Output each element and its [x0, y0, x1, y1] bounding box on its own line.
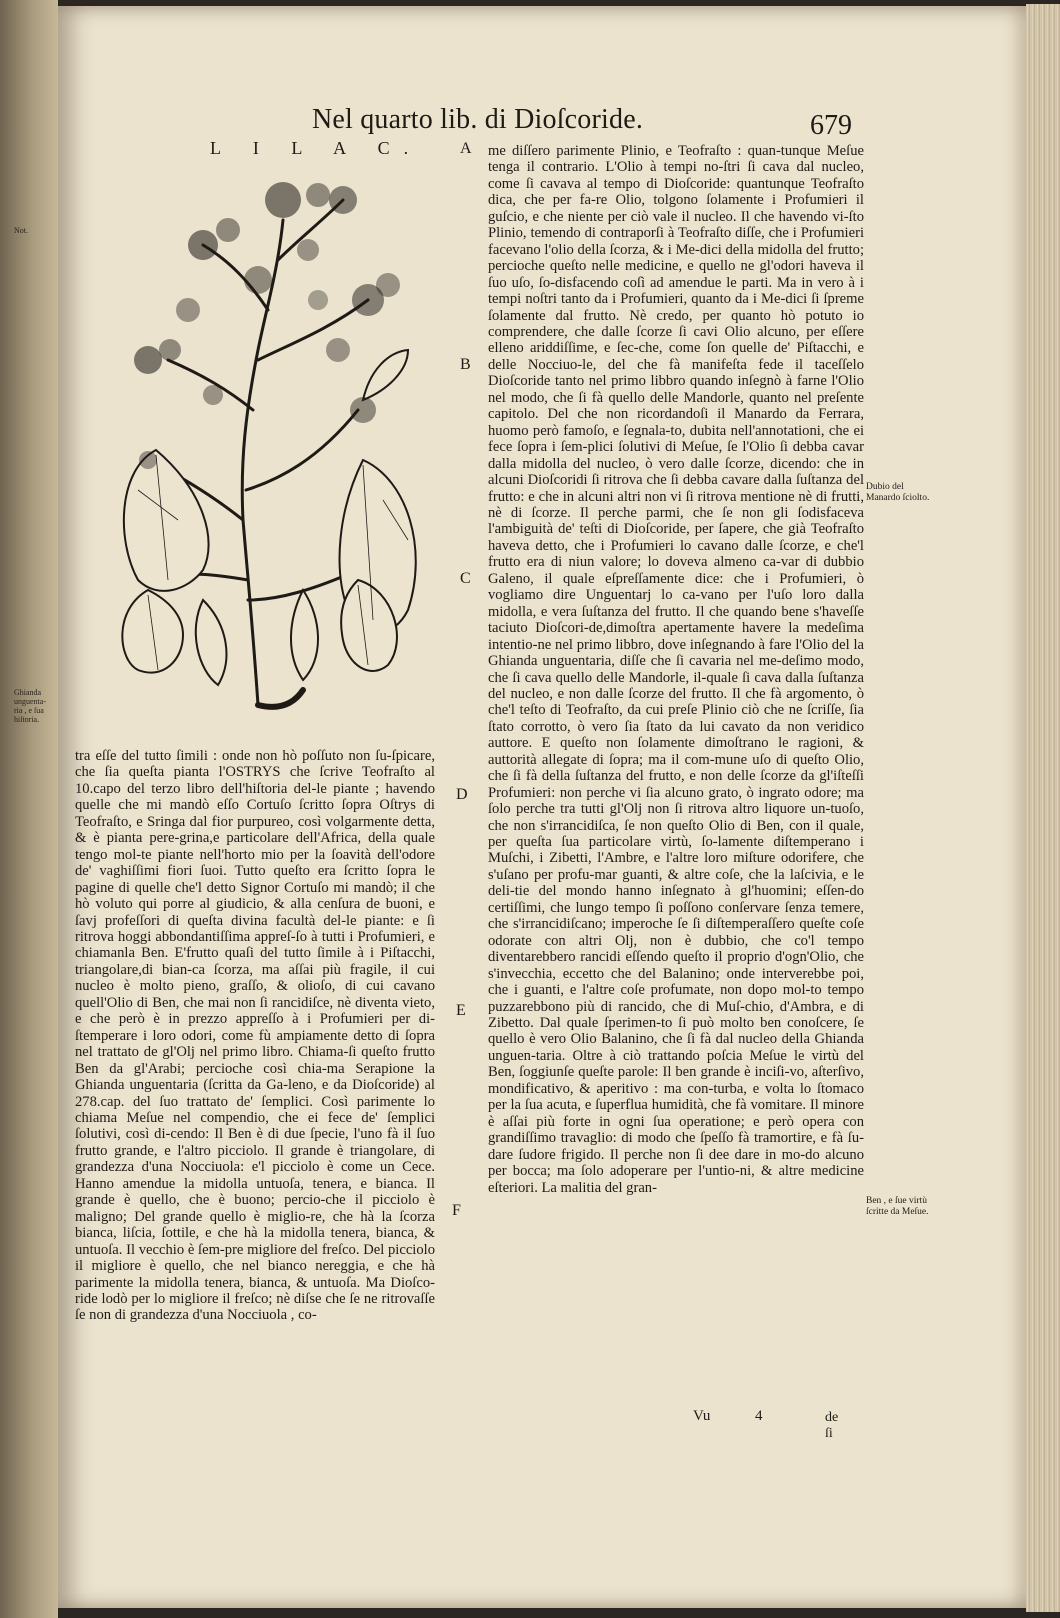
margin-note-mesue: Ben , e ſue virtù ſcritte da Meſue. [866, 1196, 929, 1217]
section-letter-c: C [460, 570, 471, 587]
page-stack-edge [1026, 4, 1060, 1612]
left-margin-fragment-ghianda: Ghianda unguenta-ria , e ſua hiſtoria. [14, 688, 46, 724]
signature-mark: Vu [693, 1408, 711, 1424]
signature-number: 4 [755, 1408, 763, 1424]
lilac-woodcut-illustration [108, 160, 438, 732]
section-letter-b: B [460, 356, 471, 373]
left-column-paragraph: tra eſſe del tutto ſimili : onde non hò poſſuto non ſu-ſpicare, che ſia queſta pianta l'OSTRYS che ſcrive Teofraſto al 10.capo del terzo libro dell'hiſtoria del-le piante ; havendo quelle che mi mandò eſſo Cortuſo ſcritto ſopra Oſtrys di Teofraſto, e Sringa dal fior purpureo, così volgarmente detta, & è pianta pere-grina,e particolare dell'Africa, della quale tengo mol-te piante nell'horto mio per la ſoavità dell'odore de' vaghiſſimi fiori ſuoi. Tutto queſto era ſcritto ſopra le pagine di quelle che'l detto Signor Cortuſo mi mandò; il che hò voluto qui porre al giudicio, & alla cenſura de buoni, e ſavj profeſſori di queſta divina facultà del-le piante: e ſi ritrova hoggi abbondantiſſima appreſ-ſo à tutti i Profumieri, e chiamanla Ben. E'frutto quaſi del tutto ſimile à i Piſtacchi, triangolare,di bian-ca ſcorza, ma aſſai più fragile, il cui nucleo è molto pieno, graſſo, & olioſo, di cui cavano quell'Olio di Ben, che mai non ſi rancidiſce, nè diventa vieto, e che però è in prezzo appreſſo à i Profumieri per di-ſtemperare i loro odori, come fù ampiamente detto di ſopra nel trattato de gl'Olj nel primo libro. Chiama-ſi queſto frutto Ben da gl'Arabi; percioche così chia-ma Serapione la Ghianda unguentaria (ſcritta da Ga-leno, e da Dioſcoride) al 278.cap. del ſuo trattato de' ſemplici. Così parimente lo chiama Meſue nel compendio, che ei fece de' ſemplici ſolutivi, così di-cendo: Il Ben è di due ſpecie, l'uno fà il ſuo frutto grande, e l'altro picciolo. Il grande è triangolare, di grandezza d'una Nocciuola: e'l picciolo è come un Cece. Hanno amendue la midolla untuoſa, tenera, e bianca. Il grande è quello, che è buono; percio-che il picciolo è maligno; Del grande quello è miglio-re, che hà la ſcorza bianca, liſcia, ſottile, e che hà la midolla tenera, bianca, & untuoſa. Il vecchio è ſem-pre migliore del freſco. Del picciolo il migliore è quello, che nel bianco nereggia, e che hà parimente la midolla tenera, bianca, & untuoſa. Ma Dioſco-ride lodò per lo migliore il freſco; nè diſse che ſe ne ritrovaſſe ſe non di grandezza d'una Nocciuola , co- [75, 748, 435, 1324]
section-letter-f: F [452, 1202, 461, 1219]
previous-page-edge [0, 0, 58, 1618]
right-column-text [488, 143, 864, 1425]
left-column-text [75, 748, 435, 1396]
left-margin-fragment-not: Not. [14, 226, 28, 235]
catchword: de ſi [825, 1410, 839, 1441]
section-letter-e: E [456, 1002, 466, 1019]
plant-name: L I L A C. [210, 138, 423, 158]
section-letter-a: A [460, 140, 472, 157]
page-number: 679 [810, 110, 852, 141]
section-letter-d: D [456, 786, 468, 803]
right-column-paragraph: me diſſero parimente Plinio, e Teofraſto : quan-tunque Meſue tenga il contrario. L'Olio à tempi no-ſtri ſi cava dal nucleo, come ſi cavava al tempo di Dioſcoride: quantunque Teofraſto dica, che per fa-re Olio, tolgono ſolamente i Profumieri il guſcio, e che niente per ciò vale il nucleo. Il che havendo vi-ſto Plinio, temendo di contraporſi à Teofraſto diſſe, che i Profumieri facevano l'olio della ſcorza, & i Me-dici della midolla del frutto; percioche queſto nelle medicine, e quello ne gl'odori haveva il ſuo uſo, ſo-disfacendo coſì ad amendue le parti. Ma in vero à i tempi noſtri tanto da i Profumieri, quanto da i Me-dici ſi ſpreme ſolamente dal frutto. Nè credo, per quanto hò potuto io comprendere, che dalle ſcorze ſi cavi Olio alcuno, per eſſere elleno ariddiſſime, e ſec-che, come ſon quelle de' Piſtacchi, e delle Nocciuo-le, del che fà manifeſta fede il taceſſelo Dioſcoride tanto nel primo libbro quando inſegnò à farne l'Olio nel modo, che ſi fà quello delle Mandorle, quanto nel preſente capitolo. Del che non ricordandoſi il Manardo da Ferrara, huomo però famoſo, e ſegnala-to, dubita nell'annotationi, che ei fece ſopra i ſem-plici ſolutivi di Meſue, ſe l'Olio ſi debba cavar dalla midolla del nucleo, ò vero dalle ſcorze, dicendo: che in alcuni Dioſcoridi ſi ritrova che ſi debba cavare dalla ſuſtanza del frutto: e che in alcuni altri non vi ſi ritrova mentione nè di frutti, nè di ſcorze. Il perche parmi, che ſe non gli ſodisfaceva l'ambiguità de' teſti di Dioſcoride, per ſapere, che già Teofraſto haveva detto, che i Profumieri lo cavano dalle ſcorze, e che'l frutto era di niun valore; lo doveva almeno ca-var di dubbio Galeno, il quale eſpreſſamente dice: che i Profumieri, ò vogliamo dire Unguentarj lo ca-vano per l'uſo loro dalla midolla, e vera ſuſtanza del frutto. Il che quando bene s'haveſſe taciuto Dioſcori-de,dimoſtra apertamente havere la medeſima intentio-ne nel primo libbro, dove inſegnando à fare l'Olio del la Ghianda unguentaria, diſſe che ſi cavaria nel me-deſimo modo, che ſi cava quello delle Mandorle, il-quale ſi cava dalla ſuſtanza del nucleo, e non dalle ſcorze del frutto. Il che fà argomento, ò che'l teſto di Teofraſto, da cui preſe Plinio ciò che ne ſcriſſe, ſia ſtato corrotto, ò vero ſia ſtato da lui cavato da non veridico auttore. E queſto non ſolamente dimoſtrano le ragioni, & auttorità allegate di ſopra; ma il com-mune uſo di queſto Olio, che ſi fà della ſuſtanza del frutto, e non delle ſcorze da gl'iſteſſi Profumieri: non perche vi ſia alcuno grato, ò ingrato odore; ma ſolo perche tra tutti gl'Olj non ſi ritrova altro liquore un-tuoſo, che non s'irrancidiſca, ſe non queſto Olio di Ben, con il quale, per queſta ſua particolare virtù, ſo-lamente diſtemperano i Muſchi, i Zibetti, l'Ambre, e l'altre loro miſture odorifere, che s'uſano per profu-mar guanti, & altre coſe, che la laſcivia, e le deli-tie del mondo hanno inſegnato à gl'huomini; eſſen-do certiſſimi, che lungo tempo ſi poſſono conſervare ſenza temere, che s'irrancidiſcano; imperoche ſe ſi diſtemperaſſero queſte coſe odorate con altri Olj, non è dubbio, che co'l tempo diventarebbero rancidi eſſendo queſto il proprio d'ogn'Olio, che s'invecchia, eccetto che del Balanino; onde interverebbe poi, che i guanti, e l'altre coſe profumate, non dopo mol-to tempo puzzarebbono più di rancido, che di Muſ-chio, d'Ambra, e di Zibetto. Dal quale ſperimen-to ſi può molto ben conoſcere, ſe quello è vero Olio Balanino, che ſi fà dal nucleo della Ghianda unguen-taria. Oltre à ciò trattando poſcia Meſue le virtù del Ben, ſoggiunſe queſte parole: Il ben grande è inciſi-vo, aſterſivo, mondificativo, & aperitivo : ma con-turba, e volta lo ſtomaco per la ſua acuta, e ſuperflua humidità, che fà vomitare. Il minore è aſſai più forte in ogni ſua operatione; e però opera con grandiſſimo travaglio: di modo che ſpeſſo fà tramortire, e fà ſu-dare ſudore frigido. Il perche non ſi dee dare in mo-do alcuno per bocca; ma ſolo adoperare per l'untio-ni, & altre medicine eſteriori. La malitia del gran- [488, 143, 864, 1196]
margin-note-manardo: Dubio del Manardo ſciolto. [866, 482, 930, 503]
running-head-title: Nel quarto lib. di Dioſcoride. [312, 104, 644, 135]
